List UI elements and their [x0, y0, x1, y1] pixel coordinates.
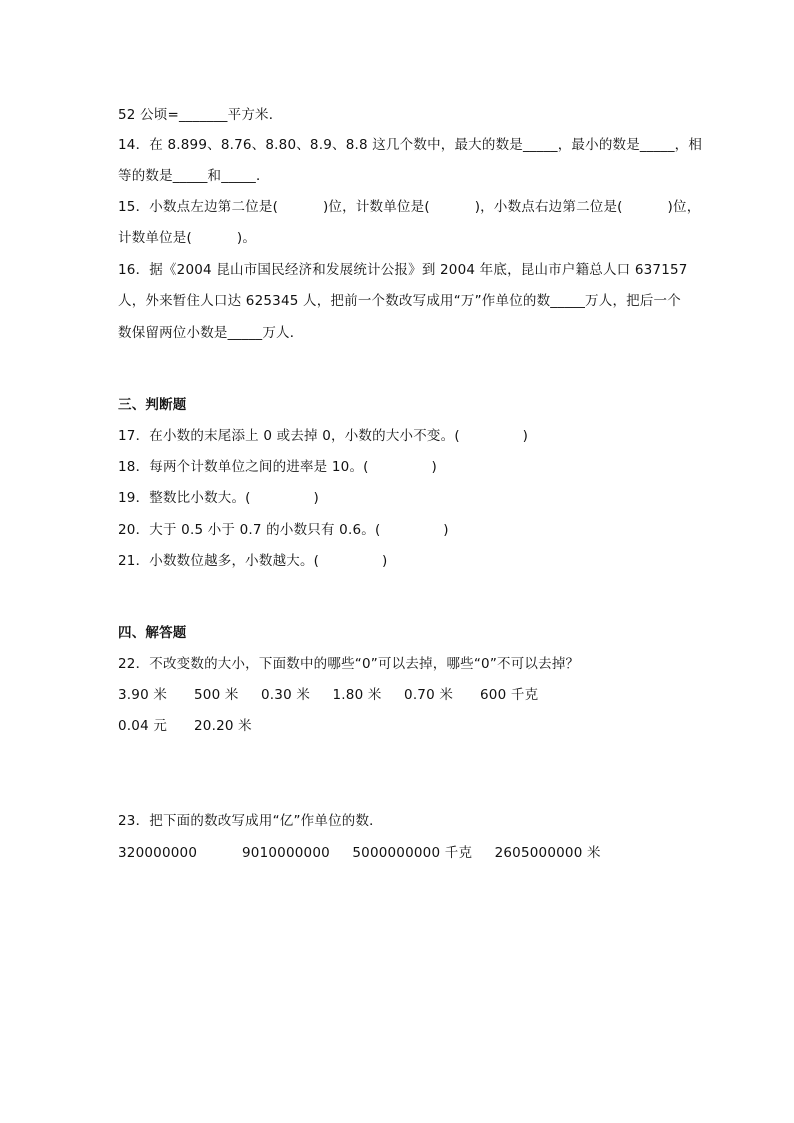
question-23-values-row: 320000000 9010000000 5000000000 千克 2605000000 米: [118, 845, 601, 861]
question-18: 18．每两个计数单位之间的进率是 10。( ): [118, 459, 437, 475]
question-20: 20．大于 0.5 小于 0.7 的小数只有 0.6。( ): [118, 522, 449, 538]
question-16-line-3: 数保留两位小数是_____万人．: [118, 325, 304, 341]
question-16-line-1: 16．据《2004 昆山市国民经济和发展统计公报》到 2004 年底，昆山市户籍总人口 637157: [118, 262, 688, 278]
section-3-heading: 三、判断题: [118, 397, 187, 413]
question-14-line-1: 14．在 8.899、8.76、8.80、8.9、8.8 这几个数中，最大的数是_____，最小的数是_____，相: [118, 137, 703, 153]
question-16-line-2: 人，外来暂住人口达 625345 人，把前一个数改写成用“万”作单位的数_____万人，把后一个: [118, 293, 681, 309]
question-22-values-row-1: 3.90 米 500 米 0.30 米 1.80 米 0.70 米 600 千克: [118, 687, 539, 703]
question-22-values-row-2: 0.04 元 20.20 米: [118, 718, 252, 734]
question-15-line-1: 15．小数点左边第二位是( )位，计数单位是( )，小数点右边第二位是( )位，: [118, 199, 701, 215]
question-23: 23．把下面的数改写成用“亿”作单位的数．: [118, 813, 383, 829]
question-19: 19．整数比小数大。( ): [118, 490, 319, 506]
area-conversion-line: 52 公顷=_______平方米．: [118, 107, 283, 123]
question-21: 21．小数数位越多，小数越大。( ): [118, 553, 388, 569]
question-17: 17．在小数的末尾添上 0 或去掉 0，小数的大小不变。( ): [118, 428, 529, 444]
question-14-line-2: 等的数是_____和_____．: [118, 168, 270, 184]
question-15-line-2: 计数单位是( )。: [118, 230, 257, 246]
question-22: 22．不改变数的大小，下面数中的哪些“0”可以去掉，哪些“0”不可以去掉？: [118, 656, 580, 672]
section-4-heading: 四、解答题: [118, 625, 187, 641]
